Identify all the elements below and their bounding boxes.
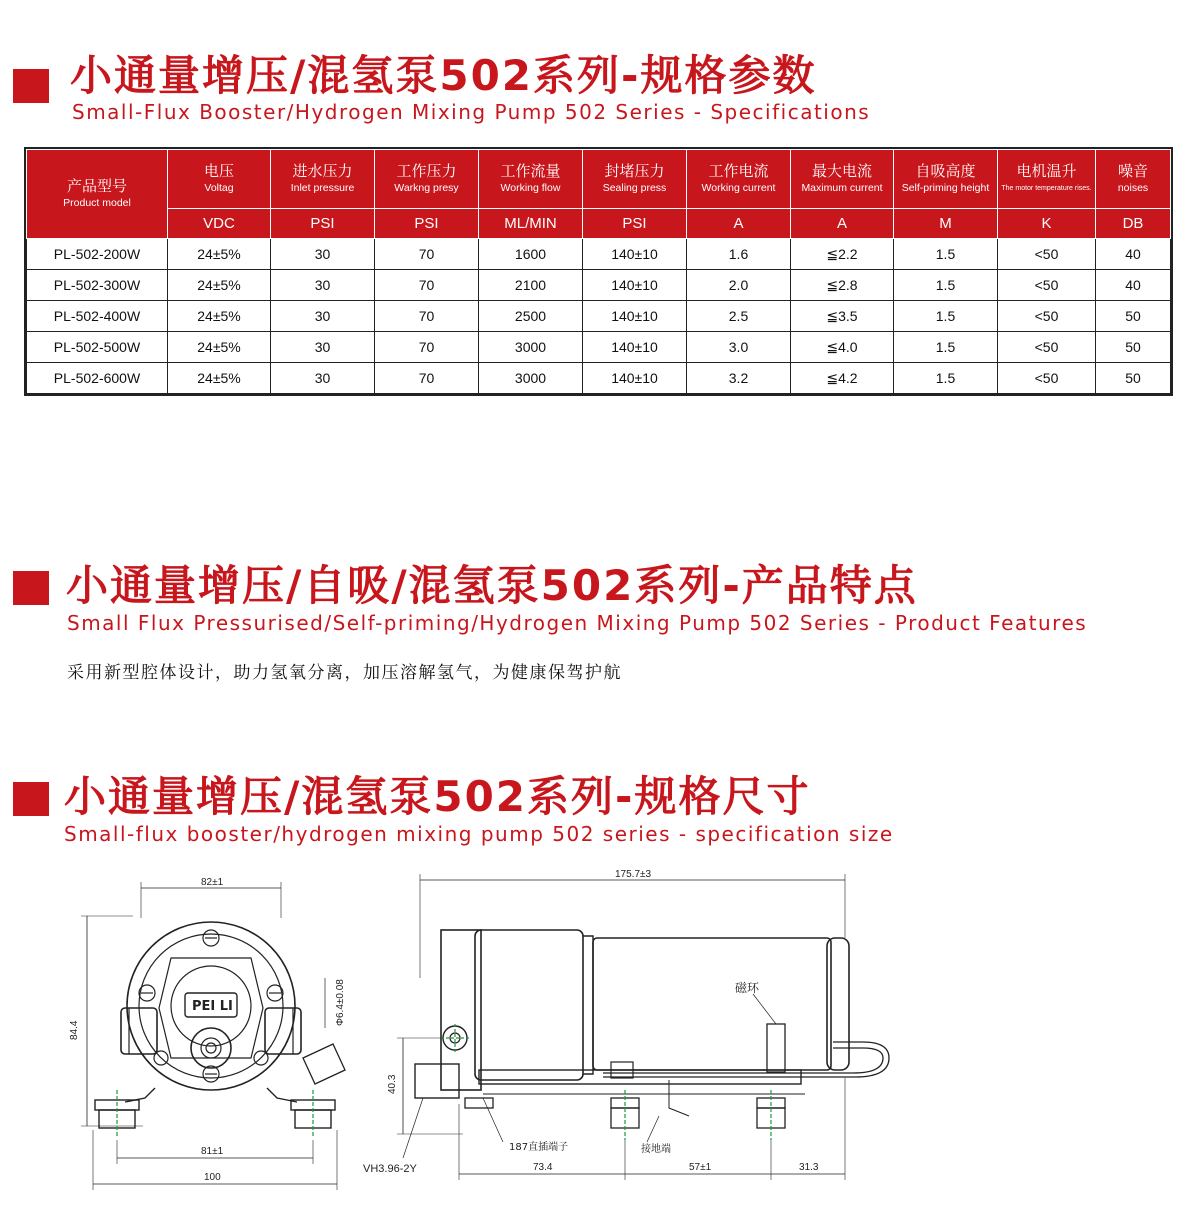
- table-cell: 30: [271, 332, 375, 363]
- header-cell-motor-temp: 电机温升 The motor temperature rises.: [998, 150, 1096, 209]
- title-square-marker: [13, 782, 49, 816]
- table-cell: ≦4.0: [791, 332, 894, 363]
- table-cell: PL-502-600W: [27, 363, 168, 394]
- unit-cell: VDC: [168, 209, 271, 239]
- table-cell: 24±5%: [168, 301, 271, 332]
- title-square-marker: [13, 571, 49, 605]
- table-cell: 70: [375, 301, 479, 332]
- unit-cell: DB: [1096, 209, 1171, 239]
- table-cell: 140±10: [583, 301, 687, 332]
- table-cell: 2.0: [687, 270, 791, 301]
- table-cell: 24±5%: [168, 270, 271, 301]
- label-ground: 接地端: [641, 1144, 671, 1155]
- table-cell: <50: [998, 239, 1096, 270]
- table-cell: 50: [1096, 332, 1171, 363]
- dim-total-length: 175.7±3: [615, 869, 652, 880]
- section-title-en: Small Flux Pressurised/Self-priming/Hydrogen Mixing Pump 502 Series - Product Features: [67, 611, 1088, 635]
- table-cell: 1.5: [894, 301, 998, 332]
- table-cell: 140±10: [583, 270, 687, 301]
- section-title-en: Small-flux booster/hydrogen mixing pump 502 series - specification size: [64, 822, 894, 846]
- table-cell: <50: [998, 270, 1096, 301]
- table-cell: 30: [271, 363, 375, 394]
- table-cell: 24±5%: [168, 363, 271, 394]
- table-header-row: [27, 150, 1171, 209]
- table-row: [27, 363, 1171, 394]
- pump-technical-drawing: [63, 858, 893, 1200]
- front-view: [81, 882, 345, 1190]
- table-row: [27, 332, 1171, 363]
- table-cell: <50: [998, 301, 1096, 332]
- table-unit-row: [27, 209, 1171, 239]
- dim-length-c: 31.3: [799, 1162, 819, 1173]
- unit-cell: M: [894, 209, 998, 239]
- section-title-en: Small-Flux Booster/Hydrogen Mixing Pump 502 Series - Specifications: [72, 100, 871, 124]
- table-cell: PL-502-300W: [27, 270, 168, 301]
- header-cell-sealing-pressure: 封堵压力 Sealing press: [583, 150, 687, 209]
- dim-port-diameter: Φ6.4±0.08: [335, 979, 346, 1026]
- feature-description: 采用新型腔体设计，助力氢氧分离，加压溶解氢气，为健康保驾护航: [67, 663, 622, 683]
- header-cell-voltage: 电压 Voltag: [168, 150, 271, 209]
- table-cell: 1.5: [894, 332, 998, 363]
- table-cell: 2500: [479, 301, 583, 332]
- dim-base-width: 81±1: [201, 1146, 224, 1157]
- header-cell-working-flow: 工作流量 Working flow: [479, 150, 583, 209]
- table-cell: 1.5: [894, 239, 998, 270]
- dim-height: 84.4: [69, 1020, 80, 1040]
- table-cell: 1.6: [687, 239, 791, 270]
- table-cell: 24±5%: [168, 239, 271, 270]
- table-cell: 140±10: [583, 239, 687, 270]
- section-title-cn: 小通量增压/自吸/混氢泵502系列-产品特点: [66, 561, 918, 610]
- unit-cell: A: [791, 209, 894, 239]
- table-cell: 30: [271, 301, 375, 332]
- header-cell-max-current: 最大电流 Maximum current: [791, 150, 894, 209]
- dim-length-b: 57±1: [689, 1162, 712, 1173]
- table-cell: 40: [1096, 270, 1171, 301]
- table-cell: 1.5: [894, 270, 998, 301]
- table-cell: ≦2.8: [791, 270, 894, 301]
- section-title-cn: 小通量增压/混氢泵502系列-规格参数: [70, 51, 817, 100]
- header-cell-working-current: 工作电流 Working current: [687, 150, 791, 209]
- header-cell-self-priming: 自吸高度 Self-priming height: [894, 150, 998, 209]
- table-cell: 1.5: [894, 363, 998, 394]
- label-connector: VH3.96-2Y: [363, 1163, 417, 1175]
- table-cell: 1600: [479, 239, 583, 270]
- brand-logo-text: PEI LI: [192, 999, 233, 1014]
- dimension-drawing: [63, 858, 893, 1200]
- table-cell: 30: [271, 239, 375, 270]
- table-cell: ≦4.2: [791, 363, 894, 394]
- table-cell: 40: [1096, 239, 1171, 270]
- dim-side-height: 40.3: [387, 1074, 398, 1094]
- table-cell: 3000: [479, 363, 583, 394]
- table-cell: 30: [271, 270, 375, 301]
- header-cell-inlet-pressure: 进水压力 Inlet pressure: [271, 150, 375, 209]
- dim-overall-width: 100: [204, 1172, 221, 1183]
- dim-top-width: 82±1: [201, 877, 224, 888]
- table-cell: 2100: [479, 270, 583, 301]
- header-cell-model: 产品型号 Product model: [27, 150, 168, 239]
- table-cell: 70: [375, 332, 479, 363]
- side-view: [397, 874, 889, 1180]
- label-magnet-ring: 磁环: [735, 981, 760, 995]
- table-cell: 140±10: [583, 363, 687, 394]
- unit-cell: K: [998, 209, 1096, 239]
- table-cell: PL-502-400W: [27, 301, 168, 332]
- table-row: [27, 301, 1171, 332]
- table-cell: 50: [1096, 363, 1171, 394]
- table-cell: 70: [375, 239, 479, 270]
- table-cell: 3.0: [687, 332, 791, 363]
- unit-cell: PSI: [583, 209, 687, 239]
- table-cell: PL-502-200W: [27, 239, 168, 270]
- header-cell-working-pressure: 工作压力 Warkng presy: [375, 150, 479, 209]
- unit-cell: ML/MIN: [479, 209, 583, 239]
- table-cell: 24±5%: [168, 332, 271, 363]
- table-cell: 140±10: [583, 332, 687, 363]
- unit-cell: A: [687, 209, 791, 239]
- table-cell: 3000: [479, 332, 583, 363]
- section-title-cn: 小通量增压/混氢泵502系列-规格尺寸: [64, 772, 811, 821]
- unit-cell: PSI: [375, 209, 479, 239]
- table-cell: PL-502-500W: [27, 332, 168, 363]
- table-cell: 70: [375, 363, 479, 394]
- specifications-table: [26, 149, 1171, 394]
- table-cell: ≦2.2: [791, 239, 894, 270]
- table-cell: <50: [998, 332, 1096, 363]
- table-row: [27, 239, 1171, 270]
- table-cell: ≦3.5: [791, 301, 894, 332]
- table-row: [27, 270, 1171, 301]
- table-cell: 50: [1096, 301, 1171, 332]
- dim-length-a: 73.4: [533, 1162, 553, 1173]
- table-cell: <50: [998, 363, 1096, 394]
- table-cell: 70: [375, 270, 479, 301]
- table-cell: 2.5: [687, 301, 791, 332]
- label-terminal: 187直插端子: [509, 1142, 569, 1153]
- title-square-marker: [13, 69, 49, 103]
- header-cell-noise: 噪音 noises: [1096, 150, 1171, 209]
- table-cell: 3.2: [687, 363, 791, 394]
- unit-cell: PSI: [271, 209, 375, 239]
